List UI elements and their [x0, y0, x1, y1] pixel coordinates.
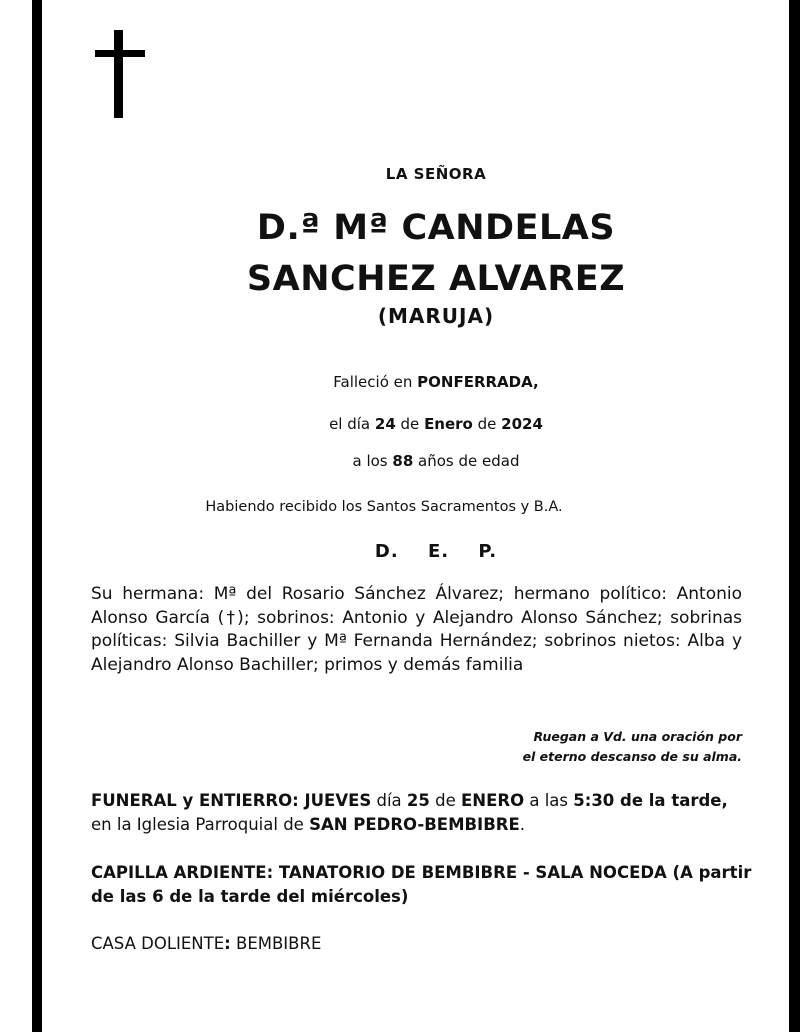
mourning-house: CASA DOLIENTE: BEMBIBRE	[91, 934, 322, 953]
left-border	[32, 0, 42, 1032]
chapel-info: CAPILLA ARDIENTE: TANATORIO DE BEMBIBRE - SALA NOCEDA (A partir de las 6 de la tarde del miércoles)	[91, 863, 752, 906]
deceased-name-line2: SANCHEZ ALVAREZ	[246, 259, 626, 299]
dep-abbreviation: D. E. P.	[374, 541, 498, 562]
death-date-line: el día 24 de Enero de 2024	[329, 415, 543, 433]
deceased-alias: (MARUJA)	[377, 304, 495, 328]
deceased-name-line1: D.ª Mª CANDELAS	[256, 208, 616, 248]
death-place-line: Falleció en PONFERRADA,	[333, 373, 539, 391]
deceased-title: LA SEÑORA	[385, 165, 487, 183]
right-border	[789, 0, 800, 1032]
sacraments-line: Habiendo recibido los Santos Sacramentos y B.A.	[205, 499, 563, 515]
funeral-info: FUNERAL y ENTIERRO: JUEVES día 25 de ENERO a las 5:30 de la tarde, en la Iglesia Parroquial de SAN PEDRO-BEMBIBRE.	[91, 791, 728, 834]
family-list: Su hermana: Mª del Rosario Sánchez Álvarez; hermano político: Antonio Alonso García (†); sobrinos: Antonio y Alejandro Alonso Sánchez; sobrinas políticas: Silvia Bachiller y Mª Fernanda Hernández; sobrinos nietos: Alba y Alejandro Alonso Bachiller; primos y demás familia	[91, 584, 742, 675]
death-place: PONFERRADA,	[417, 373, 539, 391]
latin-cross-icon	[95, 30, 145, 118]
age-line: a los 88 años de edad	[352, 452, 520, 470]
prayer-request: Ruegan a Vd. una oración por el eterno descanso de su alma.	[522, 729, 742, 764]
